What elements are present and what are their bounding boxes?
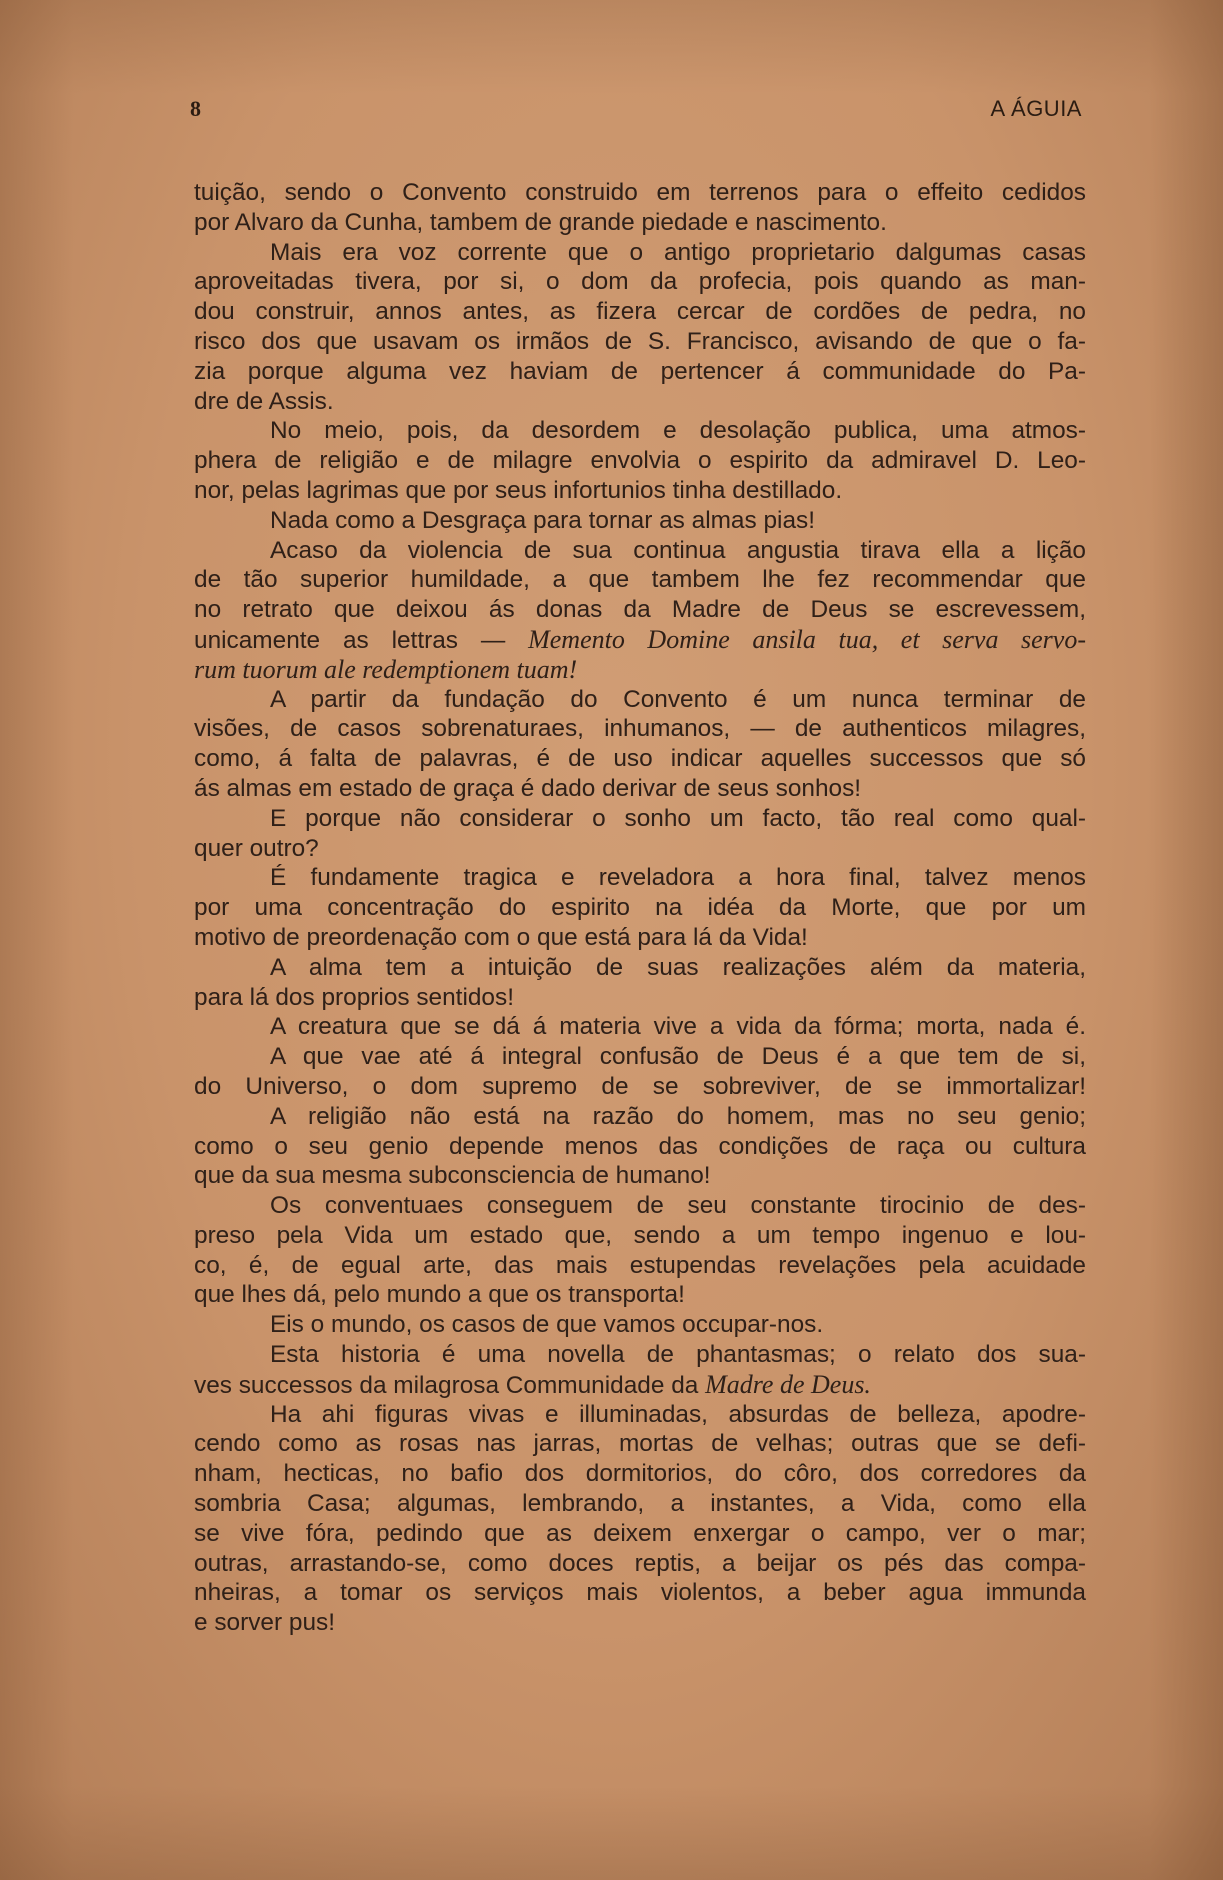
text-line-content: outras, arrastando-se, como doces reptis, a beijar os pés das compa-	[194, 1549, 1086, 1577]
text-line-content: ás almas em estado de graça é dado derivar de seus sonhos!	[194, 774, 862, 802]
italic-text: Madre de Deus.	[705, 1369, 871, 1399]
text-line	[194, 1280, 1086, 1310]
text-line	[194, 1042, 1086, 1072]
text-line	[194, 804, 1086, 834]
text-line	[194, 1310, 1086, 1340]
text-line-content: A que vae até á integral confusão de Deus é a que tem de si,	[270, 1043, 1086, 1071]
text-line-content: que da sua mesma subconsciencia de humano!	[194, 1162, 711, 1190]
text-line	[194, 685, 1086, 715]
text-line-content: preso pela Vida um estado que, sendo a um tempo ingenuo e lou-	[194, 1221, 1086, 1249]
text-line	[194, 476, 1086, 506]
text-line-content: como, á falta de palavras, é de uso indicar aquelles successos que só	[194, 745, 1086, 773]
text-line	[194, 1340, 1086, 1370]
text-line-content: unicamente as lettras —	[194, 626, 529, 654]
text-line	[194, 506, 1086, 536]
text-line-content: se vive fóra, pedindo que as deixem enxergar o campo, ver o mar;	[194, 1519, 1086, 1547]
text-line-content: no retrato que deixou ás donas da Madre de Deus se escrevessem,	[194, 596, 1086, 624]
italic-text: rum tuorum ale redemptionem tuam!	[194, 654, 578, 684]
page-number: 8	[190, 96, 201, 121]
text-line-content: para lá dos proprios sentidos!	[194, 983, 514, 1011]
text-line-content: de tão superior humildade, a que tambem lhe fez recommendar que	[194, 566, 1086, 594]
text-line	[194, 863, 1086, 893]
text-line	[194, 387, 1086, 417]
text-line-content: dre de Assis.	[194, 387, 334, 415]
text-line-content: A creatura que se dá á materia vive a vida da fórma; morta, nada é.	[270, 1013, 1086, 1041]
text-line	[194, 327, 1086, 357]
text-line-content: Acaso da violencia de sua continua angustia tirava ella a lição	[270, 536, 1086, 564]
page-header	[190, 96, 1082, 126]
text-line	[194, 1072, 1086, 1102]
text-line-content: Os conventuaes conseguem de seu constante tirocinio de des-	[270, 1192, 1086, 1220]
italic-text: Memento Domine ansila tua, et serva servo-	[528, 624, 1086, 654]
text-line-content: Ha ahi figuras vivas e illuminadas, absurdas de belleza, apodre-	[270, 1400, 1086, 1428]
text-line	[194, 1102, 1086, 1132]
text-line	[194, 953, 1086, 983]
text-line	[194, 1012, 1086, 1042]
text-line	[194, 714, 1086, 744]
text-line	[194, 1251, 1086, 1281]
text-line-content: ves successos da milagrosa Communidade da	[194, 1371, 706, 1399]
text-line-content: dou construir, annos antes, as fizera cercar de cordões de pedra, no	[194, 298, 1086, 326]
text-line-content: A partir da fundação do Convento é um nunca terminar de	[270, 685, 1086, 713]
text-line	[194, 1191, 1086, 1221]
running-title: A ÁGUIA	[990, 96, 1082, 121]
text-line	[194, 357, 1086, 387]
text-line	[194, 1221, 1086, 1251]
text-line-content: do Universo, o dom supremo de se sobreviver, de se immortalizar!	[194, 1072, 1086, 1100]
text-line	[194, 238, 1086, 268]
text-line	[194, 625, 1086, 655]
text-line	[194, 983, 1086, 1013]
text-line	[194, 1370, 1086, 1400]
text-line-content: Esta historia é uma novella de phantasmas; o relato dos sua-	[270, 1341, 1086, 1369]
text-line	[194, 208, 1086, 238]
text-line-content: Eis o mundo, os casos de que vamos occupar-nos.	[270, 1311, 824, 1339]
text-line-content: aproveitadas tivera, por si, o dom da profecia, pois quando as man-	[194, 268, 1086, 296]
text-line-content: zia porque alguma vez haviam de pertencer á communidade do Pa-	[194, 357, 1086, 385]
text-line-content: A alma tem a intuição de suas realizações além da materia,	[270, 953, 1086, 981]
text-line-content: por Alvaro da Cunha, tambem de grande piedade e nascimento.	[194, 208, 887, 236]
text-line-content: tuição, sendo o Convento construido em terrenos para o effeito cedidos	[194, 179, 1086, 206]
text-line	[194, 1459, 1086, 1489]
text-line	[194, 1489, 1086, 1519]
text-line	[194, 1578, 1086, 1608]
text-line-content: É fundamente tragica e reveladora a hora final, talvez menos	[270, 864, 1086, 892]
text-line-content: visões, de casos sobrenaturaes, inhumanos, — de authenticos milagres,	[194, 715, 1086, 743]
text-line-content: como o seu genio depende menos das condições de raça ou cultura	[194, 1132, 1086, 1160]
text-line-content: que lhes dá, pelo mundo a que os transporta!	[194, 1281, 685, 1309]
text-line-content: nor, pelas lagrimas que por seus infortunios tinha destillado.	[194, 476, 843, 504]
text-line	[194, 267, 1086, 297]
text-line	[194, 1549, 1086, 1579]
text-line-content: nheiras, a tomar os serviços mais violentos, a beber agua immunda	[194, 1579, 1086, 1607]
text-line-content: sombria Casa; algumas, lembrando, a instantes, a Vida, como ella	[194, 1490, 1086, 1518]
text-line-content: motivo de preordenação com o que está para lá da Vida!	[194, 923, 808, 951]
text-line-content: e sorver pus!	[194, 1609, 335, 1637]
text-line	[194, 893, 1086, 923]
text-line	[194, 536, 1086, 566]
text-line	[194, 655, 1086, 685]
text-line-content: nham, hecticas, no bafio dos dormitorios, do côro, dos corredores da	[194, 1460, 1086, 1488]
text-line	[194, 446, 1086, 476]
text-line	[194, 1608, 1086, 1638]
text-line-content: No meio, pois, da desordem e desolação publica, uma atmos-	[270, 417, 1086, 445]
text-line	[194, 923, 1086, 953]
text-line-content: Mais era voz corrente que o antigo proprietario dalgumas casas	[270, 238, 1086, 266]
text-line-content: cendo como as rosas nas jarras, mortas de velhas; outras que se defi-	[194, 1430, 1086, 1458]
text-line-content: risco dos que usavam os irmãos de S. Francisco, avisando de que o fa-	[194, 327, 1086, 355]
text-line	[194, 416, 1086, 446]
text-line-content: quer outro?	[194, 834, 319, 862]
text-line	[194, 178, 1086, 208]
text-line	[194, 1400, 1086, 1430]
text-line	[194, 1161, 1086, 1191]
text-line	[194, 774, 1086, 804]
body-text	[194, 178, 1086, 1638]
text-line	[194, 297, 1086, 327]
text-line	[194, 1132, 1086, 1162]
text-line	[194, 834, 1086, 864]
text-line-content: A religião não está na razão do homem, mas no seu genio;	[270, 1102, 1086, 1130]
text-line	[194, 1429, 1086, 1459]
text-line	[194, 1519, 1086, 1549]
text-line-content: co, é, de egual arte, das mais estupendas revelações pela acuidade	[194, 1251, 1086, 1279]
text-line-content: E porque não considerar o sonho um facto, tão real como qual-	[270, 804, 1086, 832]
text-line-content: por uma concentração do espirito na idéa da Morte, que por um	[194, 894, 1086, 922]
text-line	[194, 565, 1086, 595]
text-line	[194, 595, 1086, 625]
text-line-content: phera de religião e de milagre envolvia o espirito da admiravel D. Leo-	[194, 447, 1086, 475]
text-line-content: Nada como a Desgraça para tornar as almas pias!	[270, 506, 815, 534]
text-line	[194, 744, 1086, 774]
